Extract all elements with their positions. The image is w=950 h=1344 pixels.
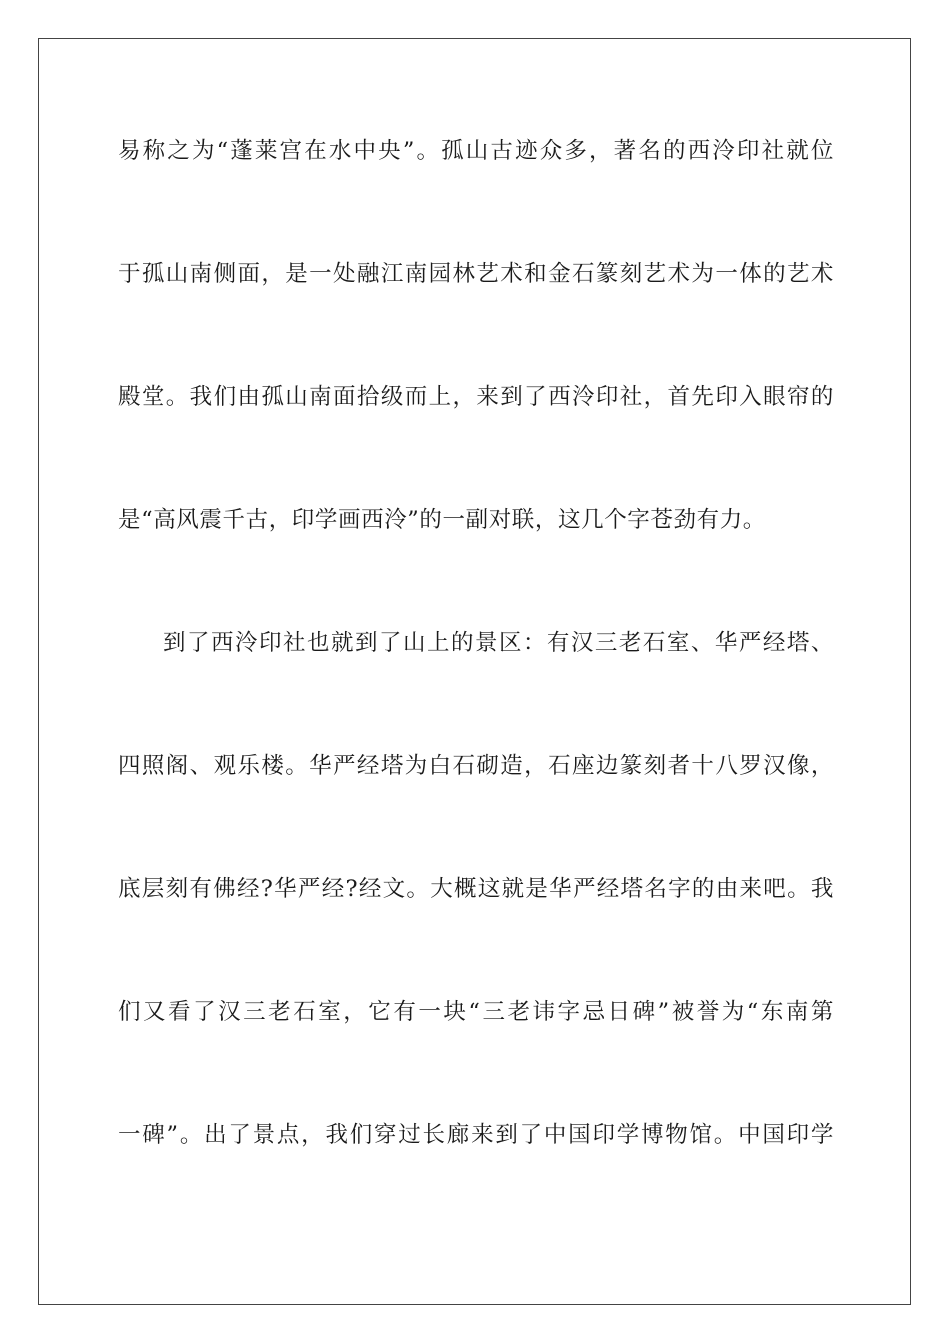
text-line-2: 于孤山南侧面，是一处融江南园林艺术和金石篆刻艺术为一体的艺术	[118, 261, 834, 287]
text-line-4: 是“高风震千古，印学画西泠”的一副对联，这几个字苍劲有力。	[118, 507, 766, 533]
text-line-1: 易称之为“蓬莱宫在水中央”。孤山古迹众多，著名的西泠印社就位	[118, 138, 834, 164]
text-line-7: 底层刻有佛经?华严经?经文。大概这就是华严经塔名字的由来吧。我	[118, 876, 834, 902]
text-line-5: 到了西泠印社也就到了山上的景区：有汉三老石室、华严经塔、	[163, 630, 834, 656]
text-line-8: 们又看了汉三老石室，它有一块“三老讳字忌日碑”被誉为“东南第	[118, 999, 834, 1025]
text-line-6: 四照阁、观乐楼。华严经塔为白石砌造，石座边篆刻者十八罗汉像，	[118, 753, 834, 779]
text-line-9: 一碑”。出了景点，我们穿过长廊来到了中国印学博物馆。中国印学	[118, 1122, 834, 1148]
text-line-3: 殿堂。我们由孤山南面拾级而上，来到了西泠印社，首先印入眼帘的	[118, 384, 834, 410]
page-border	[38, 38, 911, 1305]
